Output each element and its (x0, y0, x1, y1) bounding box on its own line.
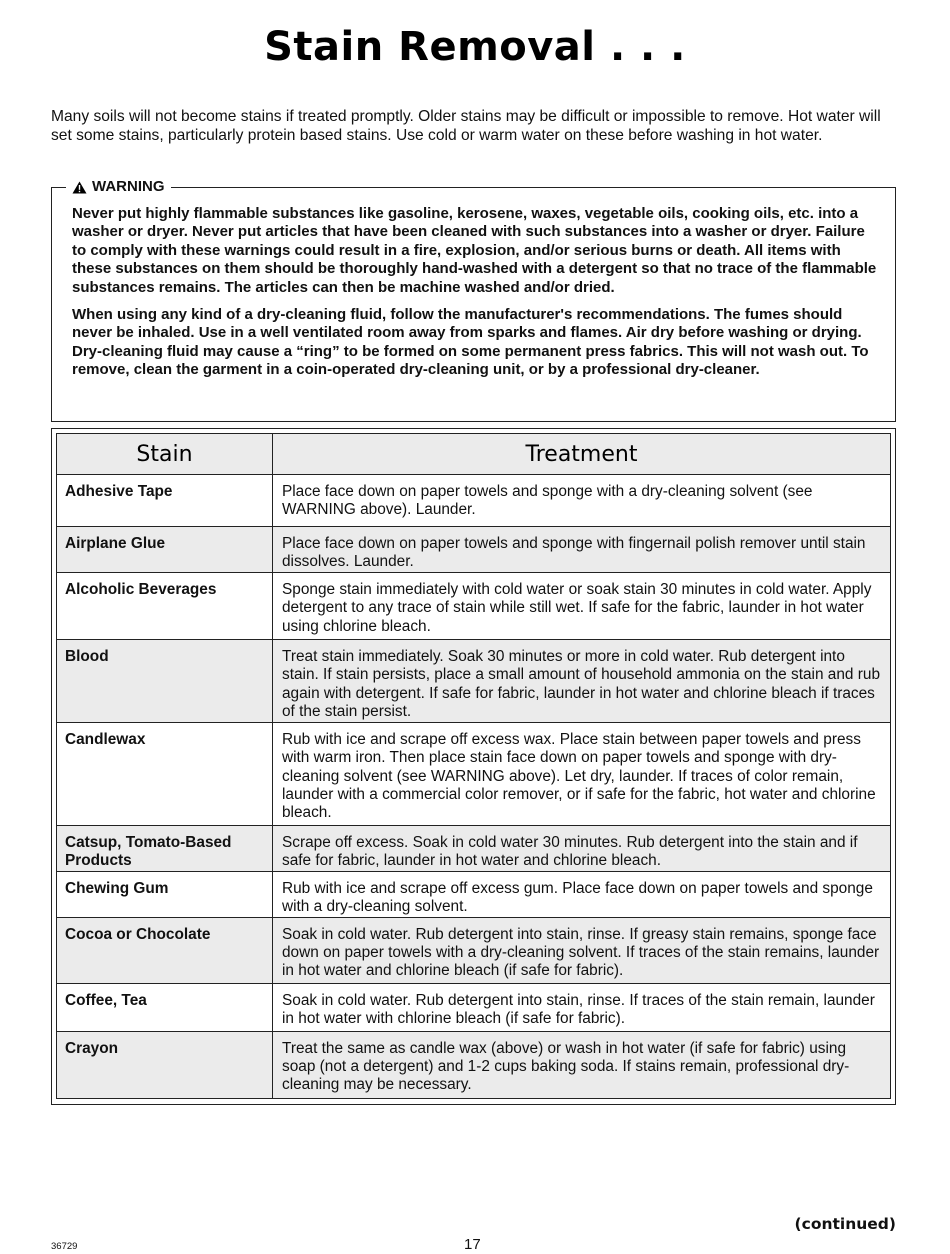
warning-label-text: WARNING (92, 178, 165, 195)
warning-label (66, 177, 171, 197)
document-number: 36729 (51, 1241, 78, 1252)
warning-box (51, 178, 896, 422)
table-row (57, 572, 891, 639)
warning-paragraph: Never put highly flammable substances like gasoline, kerosene, waxes, vegetable oils, cooking oils, etc. into a washer or dryer. Never put articles that have been cleaned with such substances into a washer or dryer. Failure to comply with these warnings could result in a fire, explosion, and/or serious burns or death. All items with these substances on them should be thoroughly hand-washed with a detergent so that no trace of the flammable substances remains. The articles can then be machine washed and/or dried. (72, 205, 877, 296)
table-row (57, 639, 891, 722)
intro-paragraph: Many soils will not become stains if treated promptly. Older stains may be difficult or impossible to remove. Hot water will set some stains, particularly protein based stains. Use cold or warm water on these before washing in hot water. (51, 108, 881, 144)
stain-cell: Alcoholic Beverages (57, 572, 273, 639)
treatment-cell: Soak in cold water. Rub detergent into stain, rinse. If traces of the stain remain, launder in hot water with chlorine bleach (if safe for fabric). (273, 983, 891, 1031)
warning-triangle-icon (72, 181, 87, 194)
header-treatment: Treatment (273, 434, 891, 475)
stain-cell: Cocoa or Chocolate (57, 917, 273, 983)
stain-cell: Crayon (57, 1031, 273, 1098)
table-row (57, 917, 891, 983)
table-row (57, 983, 891, 1031)
table-row (57, 825, 891, 871)
warning-paragraph: When using any kind of a dry-cleaning fluid, follow the manufacturer's recommendations. The fumes should never be inhaled. Use in a well ventilated room away from sparks and flames. Air dry before washing or drying. Dry-cleaning fluid may cause a “ring” to be formed on some permanent press fabrics. This will not wash out. To remove, clean the garment in a coin-operated dry-cleaning unit, or by a professional dry-cleaner. (72, 306, 869, 379)
table-row (57, 871, 891, 917)
stain-cell: Adhesive Tape (57, 475, 273, 527)
treatment-cell: Soak in cold water. Rub detergent into stain, rinse. If greasy stain remains, sponge face down on paper towels with a dry-cleaning solvent. If traces of the stain remains, launder in hot water and chlorine bleach (if safe for fabric). (273, 917, 891, 983)
page-number: 17 (464, 1236, 481, 1253)
header-stain: Stain (57, 434, 273, 475)
stain-cell: Chewing Gum (57, 871, 273, 917)
treatment-cell: Place face down on paper towels and sponge with fingernail polish remover until stain dissolves. Launder. (273, 527, 891, 573)
warning-body (72, 205, 878, 380)
treatment-cell: Treat the same as candle wax (above) or wash in hot water (if safe for fabric) using soap (not a detergent) and 1-2 cups baking soda. If stains remain, professional dry-cleaning may be necessary. (273, 1031, 891, 1098)
treatment-cell: Place face down on paper towels and sponge with a dry-cleaning solvent (see WARNING above). Launder. (273, 475, 891, 527)
continued-label: (continued) (794, 1215, 896, 1233)
treatment-cell: Rub with ice and scrape off excess gum. Place face down on paper towels and sponge with a dry-cleaning solvent. (273, 871, 891, 917)
stain-table (56, 433, 891, 1099)
stain-table-frame (51, 428, 896, 1105)
table-row (57, 527, 891, 573)
stain-cell: Catsup, Tomato-Based Products (57, 825, 273, 871)
table-row (57, 1031, 891, 1098)
stain-cell: Coffee, Tea (57, 983, 273, 1031)
treatment-cell: Rub with ice and scrape off excess wax. Place stain between paper towels and press with warm iron. Then place stain face down on paper towels and sponge with dry-cleaning solvent (see WARNING above). Let dry, launder. If traces of color remain, launder with a commercial color remover, or if safe for the fabric, hot water and chlorine bleach. (273, 722, 891, 825)
treatment-cell: Scrape off excess. Soak in cold water 30 minutes. Rub detergent into the stain and if safe for fabric, launder in hot water and chlorine bleach. (273, 825, 891, 871)
treatment-cell: Sponge stain immediately with cold water or soak stain 30 minutes in cold water. Apply detergent to any trace of stain while still wet. If safe for the fabric, launder in hot water using chlorine bleach. (273, 572, 891, 639)
table-row (57, 722, 891, 825)
stain-cell: Blood (57, 639, 273, 722)
stain-cell: Airplane Glue (57, 527, 273, 573)
table-row (57, 475, 891, 527)
table-header-row (57, 434, 891, 475)
stain-cell: Candlewax (57, 722, 273, 825)
treatment-cell: Treat stain immediately. Soak 30 minutes or more in cold water. Rub detergent into stain. If stain persists, place a small amount of household ammonia on the stain and rub again with detergent. If safe for fabric, launder in hot water and chlorine bleach if traces of the stain persist. (273, 639, 891, 722)
page-title: Stain Removal . . . (264, 24, 686, 70)
